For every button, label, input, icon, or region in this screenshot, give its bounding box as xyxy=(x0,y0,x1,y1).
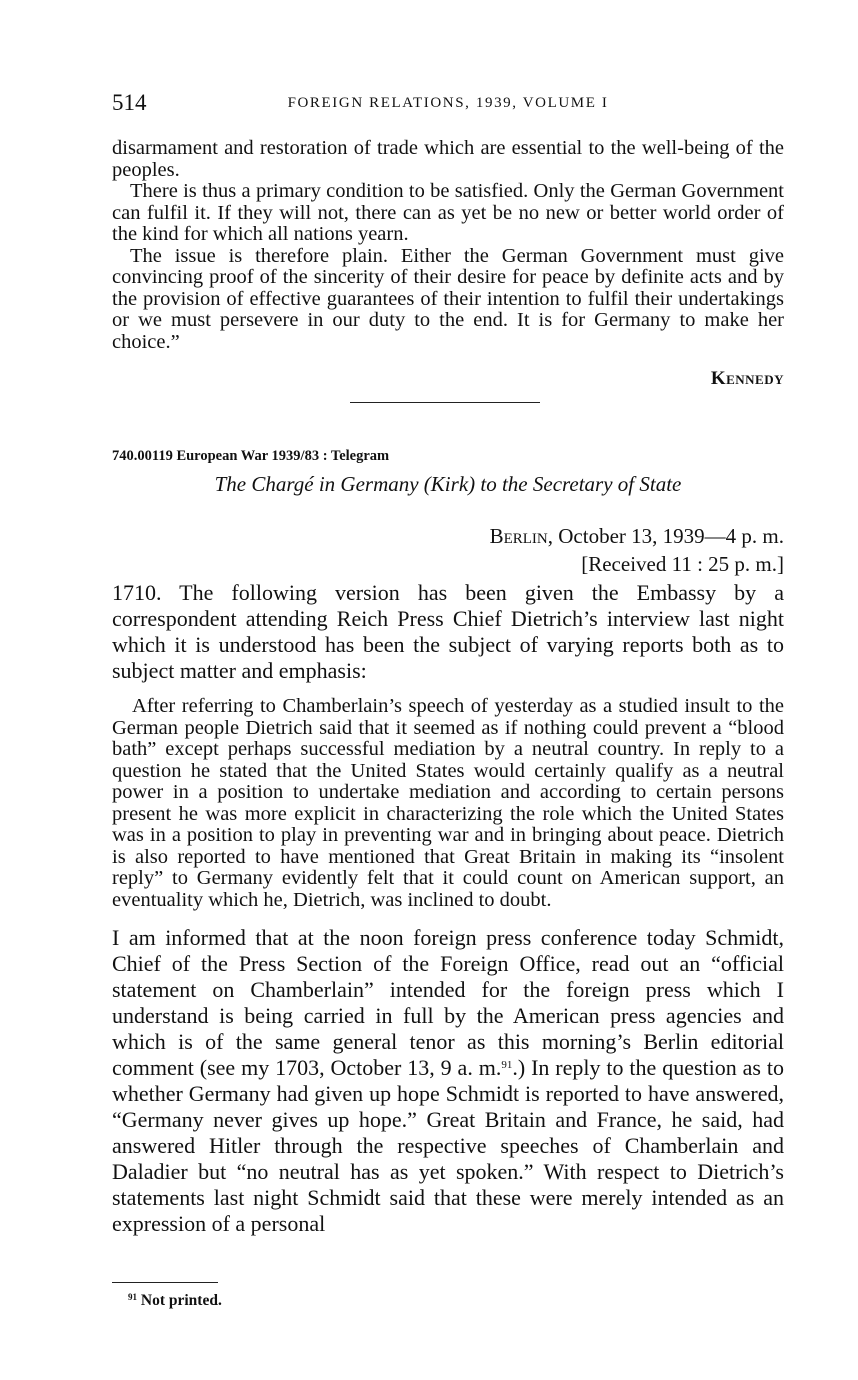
dateline-received: [Received 11 : 25 p. m.] xyxy=(581,552,784,576)
footnote-reference: 91 xyxy=(501,1059,513,1071)
telegram-body xyxy=(112,580,784,1237)
continued-paragraph-1: disarmament and restoration of trade which are essential to the well-being of the peoples. xyxy=(112,137,784,181)
section-divider xyxy=(350,402,540,403)
continued-text xyxy=(112,138,784,353)
footnote-text: Not printed. xyxy=(140,1292,222,1309)
dateline xyxy=(490,522,784,578)
dateline-sent xyxy=(490,522,784,550)
signature: Kennedy xyxy=(710,368,784,389)
telegram-paragraph-2 xyxy=(112,925,784,1237)
continued-paragraph-3: The issue is therefore plain. Either the German Government must give convincing proof of the sincerity of their desire for peace by definite acts and by the provision of effective guarantees of their intention to fulfil their undertakings or we must persevere in our duty to the end. It is for Germany to make her choice.” xyxy=(112,244,784,353)
running-head: FOREIGN RELATIONS, 1939, VOLUME I xyxy=(287,95,609,111)
footnote xyxy=(128,1292,222,1310)
page-header xyxy=(112,90,784,120)
document-title: The Chargé in Germany (Kirk) to the Secretary of State xyxy=(214,472,682,496)
dateline-city: Berlin, xyxy=(489,524,554,548)
paragraph-2-text-a: I am informed that at the noon foreign press conference today Schmidt, Chief of the Press Section of the Foreign Office, read out an “official statement on Chamberlain” intended for the foreign press which I understand is being carried in full by the American press agencies and which is of the same general tenor as this morning’s Berlin editorial comment (see my 1703, October 13, 9 a. m. xyxy=(112,925,784,1080)
footnote-mark: 91 xyxy=(128,1292,137,1302)
dateline-date: October 13, 1939—4 p. m. xyxy=(558,524,784,548)
paragraph-2-text-b: .) In reply to the question as to whether Germany had given up hope Schmidt is reported to have answered, “Germany never gives up hope.” Great Britain and France, he said, had answered Hitler through the respective speeches of Chamberlain and Daladier but “no neutral has as yet spoken.” With respect to Dietrich’s statements last night Schmidt said that these were merely intended as an expression of a personal xyxy=(112,1055,784,1236)
continued-paragraph-2: There is thus a primary condition to be satisfied. Only the German Government can fulfil it. If they will not, there can as yet be no new or better world order of the kind for which all nations yearn. xyxy=(112,180,784,245)
telegram-paragraph-1: 1710. The following version has been given the Embassy by a correspondent attending Reich Press Chief Dietrich’s interview last night which it is understood has been the subject of varying reports both as to subject matter and emphasis: xyxy=(112,580,784,683)
file-reference: 740.00119 European War 1939/83 : Telegram xyxy=(112,448,390,464)
footnote-divider xyxy=(112,1282,218,1283)
quoted-report: After referring to Chamberlain’s speech of yesterday as a studied insult to the German people Dietrich said that it seemed as if nothing could prevent a “blood bath” except perhaps successful mediation by a neutral country. In reply to a question he stated that the United States would certainly qualify as a neutral power in a position to undertake mediation and according to certain persons present he was more explicit in characterizing the role which the United States was in a position to play in preventing war and in bringing about peace. Dietrich is also reported to have mentioned that Great Britain in making its “insolent reply” to Germany evidently felt that it could count on American support, an eventuality which he, Dietrich, was inclined to doubt. xyxy=(112,695,784,911)
page-number: 514 xyxy=(112,90,147,115)
